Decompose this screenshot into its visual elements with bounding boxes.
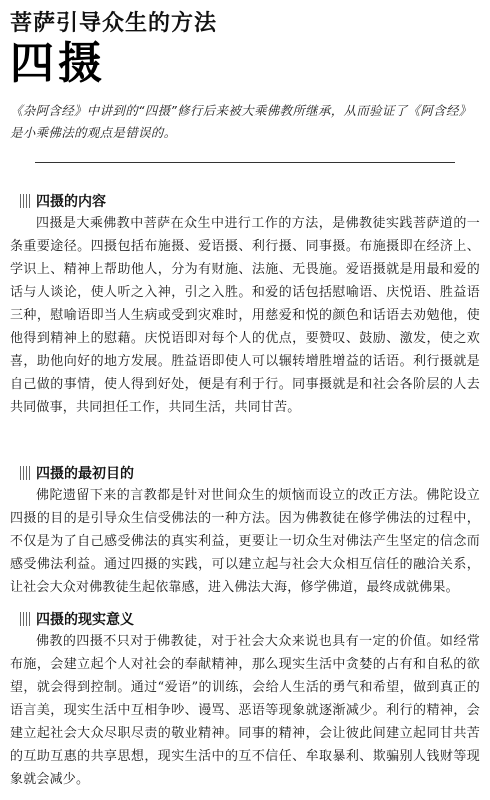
section-heading	[20, 462, 480, 484]
section-marker-icon	[20, 466, 30, 480]
intro-paragraph: 《杂阿含经》中讲到的“四摄”修行后来被大乘佛教所继承，从而验证了《阿含经》是小乘佛法的观点是错误的。	[10, 103, 472, 140]
section-heading-text: 四摄的内容	[36, 194, 106, 210]
section-body: 佛陀遗留下来的言教都是针对世间众生的烦恼而设立的改正方法。佛陀设立四摄的目的是引导众生信受佛法的一种方法。因为佛教徒在修学佛法的过程中，不仅是为了自己感受佛法的真实利益，更要让一切众生对佛法产生坚定的信念而感受佛法利益。通过四摄的实践，可以建立起与社会大众相互信任的融洽关系，让社会大众对佛教徒生起依靠感，进入佛法大海，修学佛道，最终成就佛果。	[10, 488, 480, 595]
section-content	[10, 190, 480, 419]
section-marker-icon	[20, 194, 30, 208]
section-marker-icon	[20, 612, 30, 626]
section-body: 佛教的四摄不只对于佛教徒，对于社会大众来说也具有一定的价值。如经常布施，会建立起个人对社会的奉献精神，那么现实生活中贪婪的占有和自私的欲望，就会得到控制。通过“爱语”的训练，会给人生活的勇气和希望，做到真正的语言美，现实生活中互相争吵、谩骂、恶语等现象就逐渐减少。利行的精神，会建立起社会大众尽职尽责的敬业精神。同事的精神，会让彼此间建立起同甘共苦的互助互惠的共享思想，现实生活中的互不信任、牟取暴利、欺骗别人钱财等现象就会减少。	[10, 634, 480, 787]
section-heading-text: 四摄的最初目的	[36, 466, 134, 482]
section-heading	[20, 608, 480, 630]
chapter-kicker: 菩萨引导众生的方法	[10, 11, 218, 36]
section-significance	[10, 608, 480, 791]
divider	[35, 162, 455, 163]
section-heading	[20, 190, 480, 212]
section-heading-text: 四摄的现实意义	[36, 612, 134, 628]
section-body: 四摄是大乘佛教中菩萨在众生中进行工作的方法，是佛教徒实践菩萨道的一条重要途径。四摄包括布施摄、爱语摄、利行摄、同事摄。布施摄即在经济上、学识上、精神上帮助他人，分为有财施、法施、无畏施。爱语摄就是用最和爱的话与人谈论，使人听之入神，引之入胜。和爱的话包括慰喻语、庆悦语、胜益语三种，慰喻语即当人生病或受到灾难时，用慈爱和悦的颜色和话语去劝勉他，使他得到精神上的慰藉。庆悦语即对每个人的优点，要赞叹、鼓励、激发，使之欢喜，助他向好的地方发展。胜益语即使人可以辗转增胜增益的话语。利行摄就是自己做的事情，使人得到好处，便是有利于行。同事摄就是和社会各阶层的人去共同做事，共同担任工作，共同生活，共同甘苦。	[10, 216, 480, 415]
section-purpose	[10, 462, 480, 599]
page-title: 四摄	[10, 38, 106, 89]
